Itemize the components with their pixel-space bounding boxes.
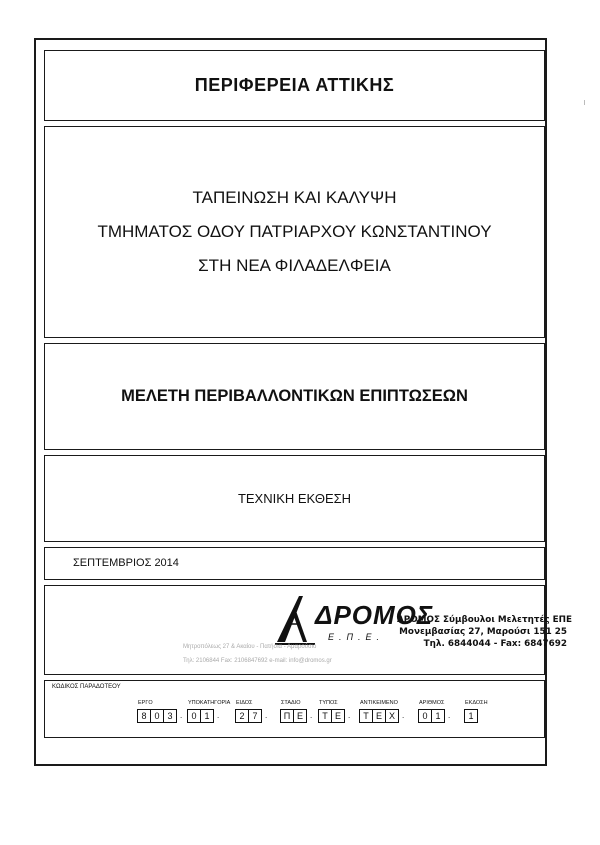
code-cell: Τ: [318, 709, 332, 723]
code-cell: Χ: [385, 709, 399, 723]
code-field-label: ΥΠΟΚΑΤΗΓΟΡΙΑ: [188, 700, 231, 706]
code-cell: 2: [235, 709, 249, 723]
deliverable-code-label: ΚΩΔΙΚΟΣ ΠΑΡΑΔΟΤΕΟΥ: [52, 684, 121, 690]
code-cells: [359, 709, 407, 723]
company-contact: Τηλ: 2106844 Fax: 2106847692 e-mail: info@dromos.gr: [183, 658, 332, 664]
code-field-label: ΕΙΔΟΣ: [236, 700, 253, 706]
code-cells: [318, 709, 353, 723]
code-cells: [464, 709, 477, 723]
code-separator: .: [217, 711, 220, 720]
report-type-box: [44, 455, 545, 542]
code-cell: Ε: [331, 709, 345, 723]
company-stamp: [397, 614, 573, 650]
code-field-label: ΑΝΤΙΚΕΙΜΕΝΟ: [360, 700, 398, 706]
code-cell: Ε: [372, 709, 386, 723]
code-cells: [187, 709, 222, 723]
code-cells: [418, 709, 453, 723]
code-cell: 0: [150, 709, 164, 723]
project-title-box: [44, 126, 545, 338]
document-date: ΣΕΠΤΕΜΒΡΙΟΣ 2014: [73, 557, 179, 569]
stamp-line-2: Μονεμβασίας 27, Μαρούσι 151 25: [399, 627, 567, 637]
code-separator: .: [310, 711, 313, 720]
code-cell: 7: [248, 709, 262, 723]
code-cell: Τ: [359, 709, 373, 723]
code-cell: 1: [431, 709, 445, 723]
company-logo-icon: [273, 590, 317, 651]
code-separator: .: [348, 711, 351, 720]
deliverable-code-box: [44, 680, 545, 738]
study-title: ΜΕΛΕΤΗ ΠΕΡΙΒΑΛΛΟΝΤΙΚΩΝ ΕΠΙΠΤΩΣΕΩΝ: [121, 387, 468, 405]
study-title-box: [44, 343, 545, 450]
code-cell: 1: [464, 709, 478, 723]
code-cell: 8: [137, 709, 151, 723]
code-cell: 0: [418, 709, 432, 723]
date-box: [44, 547, 545, 580]
code-separator: .: [448, 711, 451, 720]
code-field-label: ΤΥΠΟΣ: [319, 700, 338, 706]
stamp-line-3: Τηλ. 6844044 - Fax: 6847692: [423, 639, 567, 649]
project-title-line-1: ΤΑΠΕΙΝΩΣΗ ΚΑΙ ΚΑΛΥΨΗ: [192, 188, 397, 207]
code-cells: [235, 709, 270, 723]
code-cell: 3: [163, 709, 177, 723]
code-cells: [137, 709, 185, 723]
code-field-label: ΣΤΑΔΙΟ: [281, 700, 301, 706]
project-title-line-3: ΣΤΗ ΝΕΑ ΦΙΛΑΔΕΛΦΕΙΑ: [198, 256, 391, 275]
code-field-label: ΕΚΔΟΣΗ: [465, 700, 488, 706]
code-cell: Ε: [293, 709, 307, 723]
project-title-line-2: ΤΜΗΜΑΤΟΣ ΟΔΟΥ ΠΑΤΡΙΑΡΧΟΥ ΚΩΝΣΤΑΝΤΙΝΟΥ: [97, 222, 492, 241]
report-type: ΤΕΧΝΙΚΗ ΕΚΘΕΣΗ: [237, 491, 352, 506]
company-box: [44, 585, 573, 675]
code-separator: .: [402, 711, 405, 720]
company-logo-sub: Ε.Π.Ε.: [328, 632, 385, 642]
code-field-label: ΑΡΙΘΜΟΣ: [419, 700, 445, 706]
code-separator: .: [180, 711, 183, 720]
code-field-label: ΕΡΓΟ: [138, 700, 153, 706]
stamp-line-1: ΔΡΟΜΟΣ Σύμβουλοι Μελετητές ΕΠΕ: [397, 615, 573, 625]
code-cells: [280, 709, 315, 723]
company-address: Μητροπόλεως 27 & Ακαίου - Πατήσια - Αμαρούσιο: [183, 644, 317, 650]
code-cell: 1: [200, 709, 214, 723]
scan-mark: [584, 100, 585, 105]
code-separator: .: [265, 711, 268, 720]
code-cell: 0: [187, 709, 201, 723]
region-header: [44, 50, 545, 121]
code-cell: Π: [280, 709, 294, 723]
company-logo-name: ΔΡΟΜΟΣ: [315, 600, 434, 630]
region-title: ΠΕΡΙΦΕΡΕΙΑ ΑΤΤΙΚΗΣ: [194, 75, 395, 95]
